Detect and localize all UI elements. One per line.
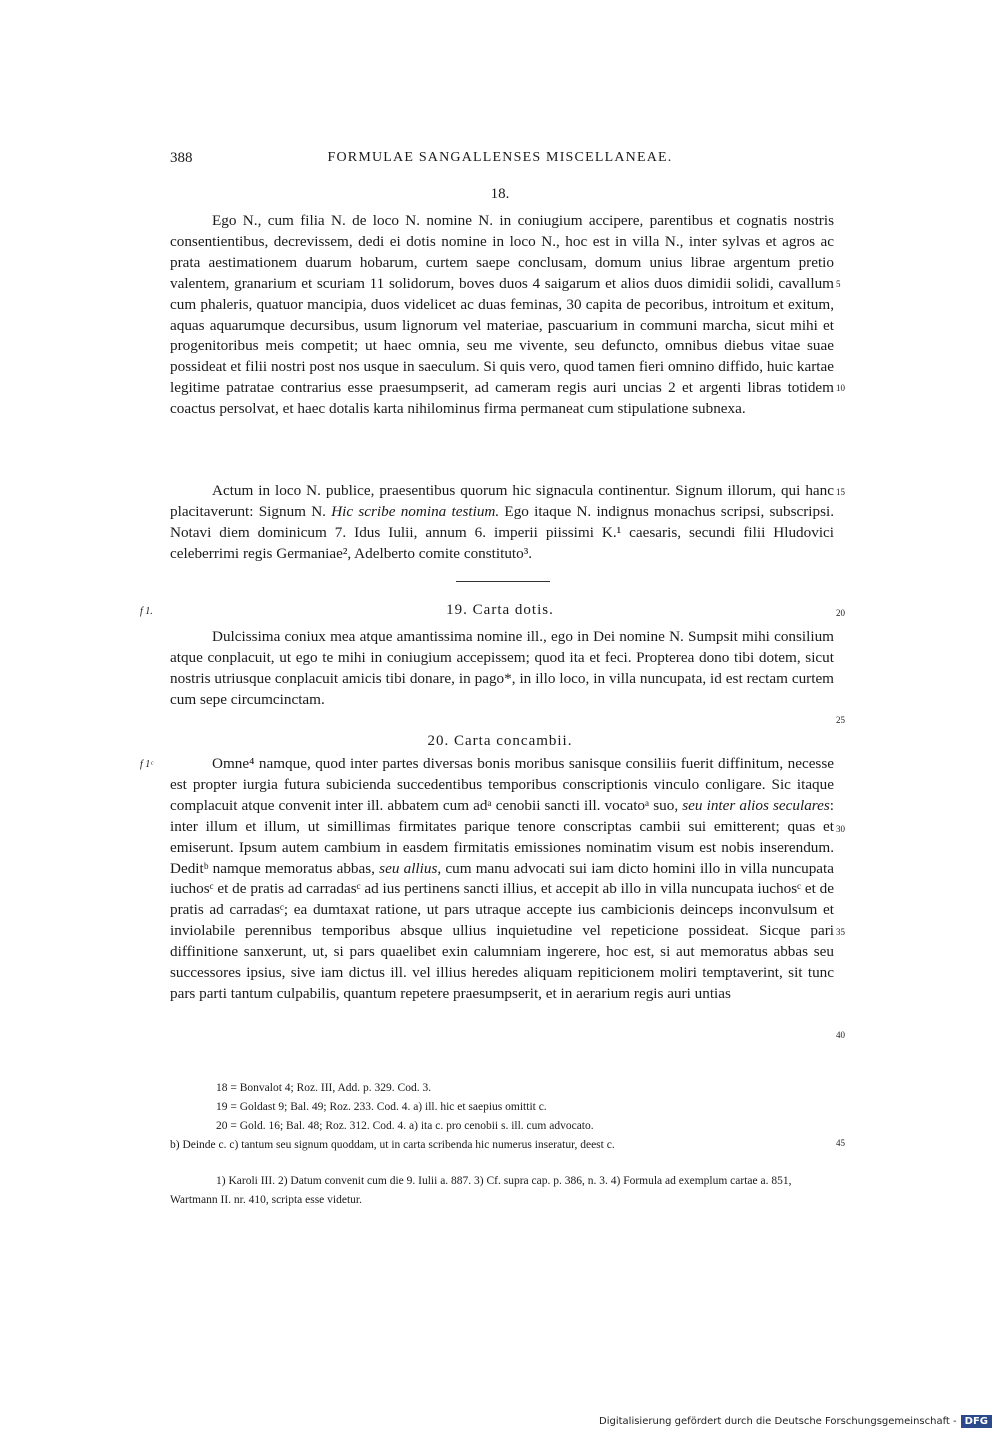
line-number: 40 [836, 1030, 845, 1040]
section-18-paragraph-2 [170, 481, 834, 565]
section-20-italic-2: seu allius [379, 859, 438, 877]
apparatus-20-b: b) Deinde c. c) tantum seu signum quoddam, ut in carta scribenda hic numerus inseratur, deest c. [170, 1139, 615, 1151]
apparatus-19: 19 = Goldast 9; Bal. 49; Roz. 233. Cod. 4. a) ill. hic et saepius omittit c. [216, 1101, 547, 1113]
section-18-paragraph-1: Ego N., cum filia N. de loco N. nomine N. in coniugium accipere, parentibus et cognatis nostris consentientibus, decrevissem, dedi ei dotis nomine in loco N., hoc est in villa N., inter sylvas et agros ac prata aestimationem duarum hobarum, curtem saepe conclusam, domum unius librae argentum pretio valentem, granarium et scuriam 11 solidorum, boves duos 4 saigarum et alios duos dimidii solidi, cavallum cum phaleris, quatuor mancipia, duos videlicet ac duas feminas, 30 capita de pecoribus, introitum et exitum, aquas aquarumque decursibus, usum lignorum vel materiae, pascuarium in communi marcha, sicut mihi et progenitoribus meis competit; ut haec omnia, seu me vivente, seu defuncto, omnibus diebus vitae suae possideat et filii nostri post nos usque in saeculum. Si quis vero, quod tamen fieri omnino diffido, huic kartae legitime patratae contrarius esse praesumpserit, ad cameram regis auri uncias 2 et argenti libras totidem coactus persolvat, et haec dotalis karta nihilominus firma permaneat cum stipulatione subnexa. [170, 212, 834, 418]
section-20-text-a: Omne⁴ namque, quod inter partes diversas bonis moribus sanisque consiliis fuerit diffinitum, necesse est propter iurgia futura subicienda succedentibus temporibus conscriptionis vinculo conligare. Sic itaque complacuit atque convenit inter ill. abbatem cum adᵃ cenobii sancti ill. vocatoᵃ suo, [170, 755, 834, 814]
section-divider [456, 581, 550, 582]
apparatus-20: 20 = Gold. 16; Bal. 48; Roz. 312. Cod. 4. a) ita c. pro cenobii s. ill. cum advocato. [216, 1120, 594, 1132]
section-19-sigla: f 1. [140, 606, 153, 617]
section-20-sigla: f 1ᶜ [140, 759, 153, 770]
line-number: 20 [836, 608, 845, 618]
section-19-title: 19. Carta dotis. [446, 602, 554, 618]
footer-credit-text: Digitalisierung gefördert durch die Deutsche Forschungsgemeinschaft - [599, 1416, 957, 1427]
section-20-italic-1: seu inter alios seculares [682, 796, 830, 814]
section-18-number: 18. [490, 186, 510, 202]
line-number: 15 [836, 487, 845, 497]
section-19-paragraph: Dulcissima coniux mea atque amantissima nomine ill., ego in Dei nomine N. Sumpsit mihi consilium atque conplacuit, ut ego te mihi in coniugium accepissem; quod ita et feci. Propterea dono tibi dotem, sicut nostris utriusque conplacuit amicis tibi donare, in pago*, in illo loco, in villa nuncupata, id est rectam curtem cum sepe circumcinctam. [170, 628, 834, 708]
footnotes: 1) Karoli III. 2) Datum convenit cum die 9. Iulii a. 887. 3) Cf. supra cap. p. 386, n. 3. 4) Formula ad exemplum cartae a. 851, Wartmann II. nr. 410, scripta esse videtur. [170, 1175, 792, 1206]
section-20-text-b: : inter illum et illum, ut simillimas firmitates parique tenore conscriptas cambii sui emitterent; quas et emiserunt. Ipsum autem cambium in easdem firmitatis emissiones nominatim visum est nobis inserendum. Deditᵇ namque memoratus abbas, [170, 796, 835, 877]
dfg-logo: DFG [961, 1415, 992, 1428]
line-number: 30 [836, 824, 845, 834]
line-number: 5 [836, 279, 841, 289]
section-20-text-c: , cum manu advocati sui iam dicto homini illo in villa nuncupata iuchosᶜ et de pratis ad carradasᶜ ad ius pertinens sancti illius, et accepit ab illo in villa nuncupata iuchosᶜ et de pratis ad carradasᶜ; ea dumtaxat ratione, ut pars utraque accepte ius cambicionis deinceps inconvulsum et inviolabile perennibus temporibus absque ullius inquietudine vel repeticione possideat. Sicque pari diffinitione sanxerunt, ut, si pars quaelibet exin calumniam ingerere, hoc est, si aut memoratus abbas seu successores ipsius, sive iam dictus ill. vel illius heredes aliquam repiticionem moliri temptaverint, sit tunc pars parti tantum culpabilis, quantum repetere praesumpserit, et in aerarium regis auri untias [170, 859, 835, 1002]
running-title: FORMULAE SANGALLENSES MISCELLANEAE. [327, 150, 673, 165]
line-number: 25 [836, 715, 845, 725]
section-18-p2-italic: Hic scribe nomina testium. [331, 502, 500, 520]
section-20-title: 20. Carta concambii. [427, 733, 573, 749]
apparatus-18: 18 = Bonvalot 4; Roz. III, Add. p. 329. Cod. 3. [216, 1082, 432, 1094]
page-number: 388 [170, 150, 193, 166]
section-18-p2-text-b: Ego itaque N. indignus monachus scripsi, subscripsi. Notavi diem dominicum 7. Idus Iulii, annum 6. imperii piissimi K.¹ caesaris, secundi filii Hludovici celeberrimi regis Germaniae², Adelberto comite constituto³. [170, 502, 835, 562]
footer-credit [599, 1415, 992, 1428]
section-18-p2-text-a: Actum in loco N. publice, praesentibus quorum hic signacula continentur. Signum illorum, qui hanc placitaverunt: Signum N. [170, 482, 834, 520]
line-number: 35 [836, 927, 845, 937]
section-20-paragraph [170, 754, 834, 1005]
line-number: 10 [836, 383, 845, 393]
line-number: 45 [836, 1138, 845, 1148]
